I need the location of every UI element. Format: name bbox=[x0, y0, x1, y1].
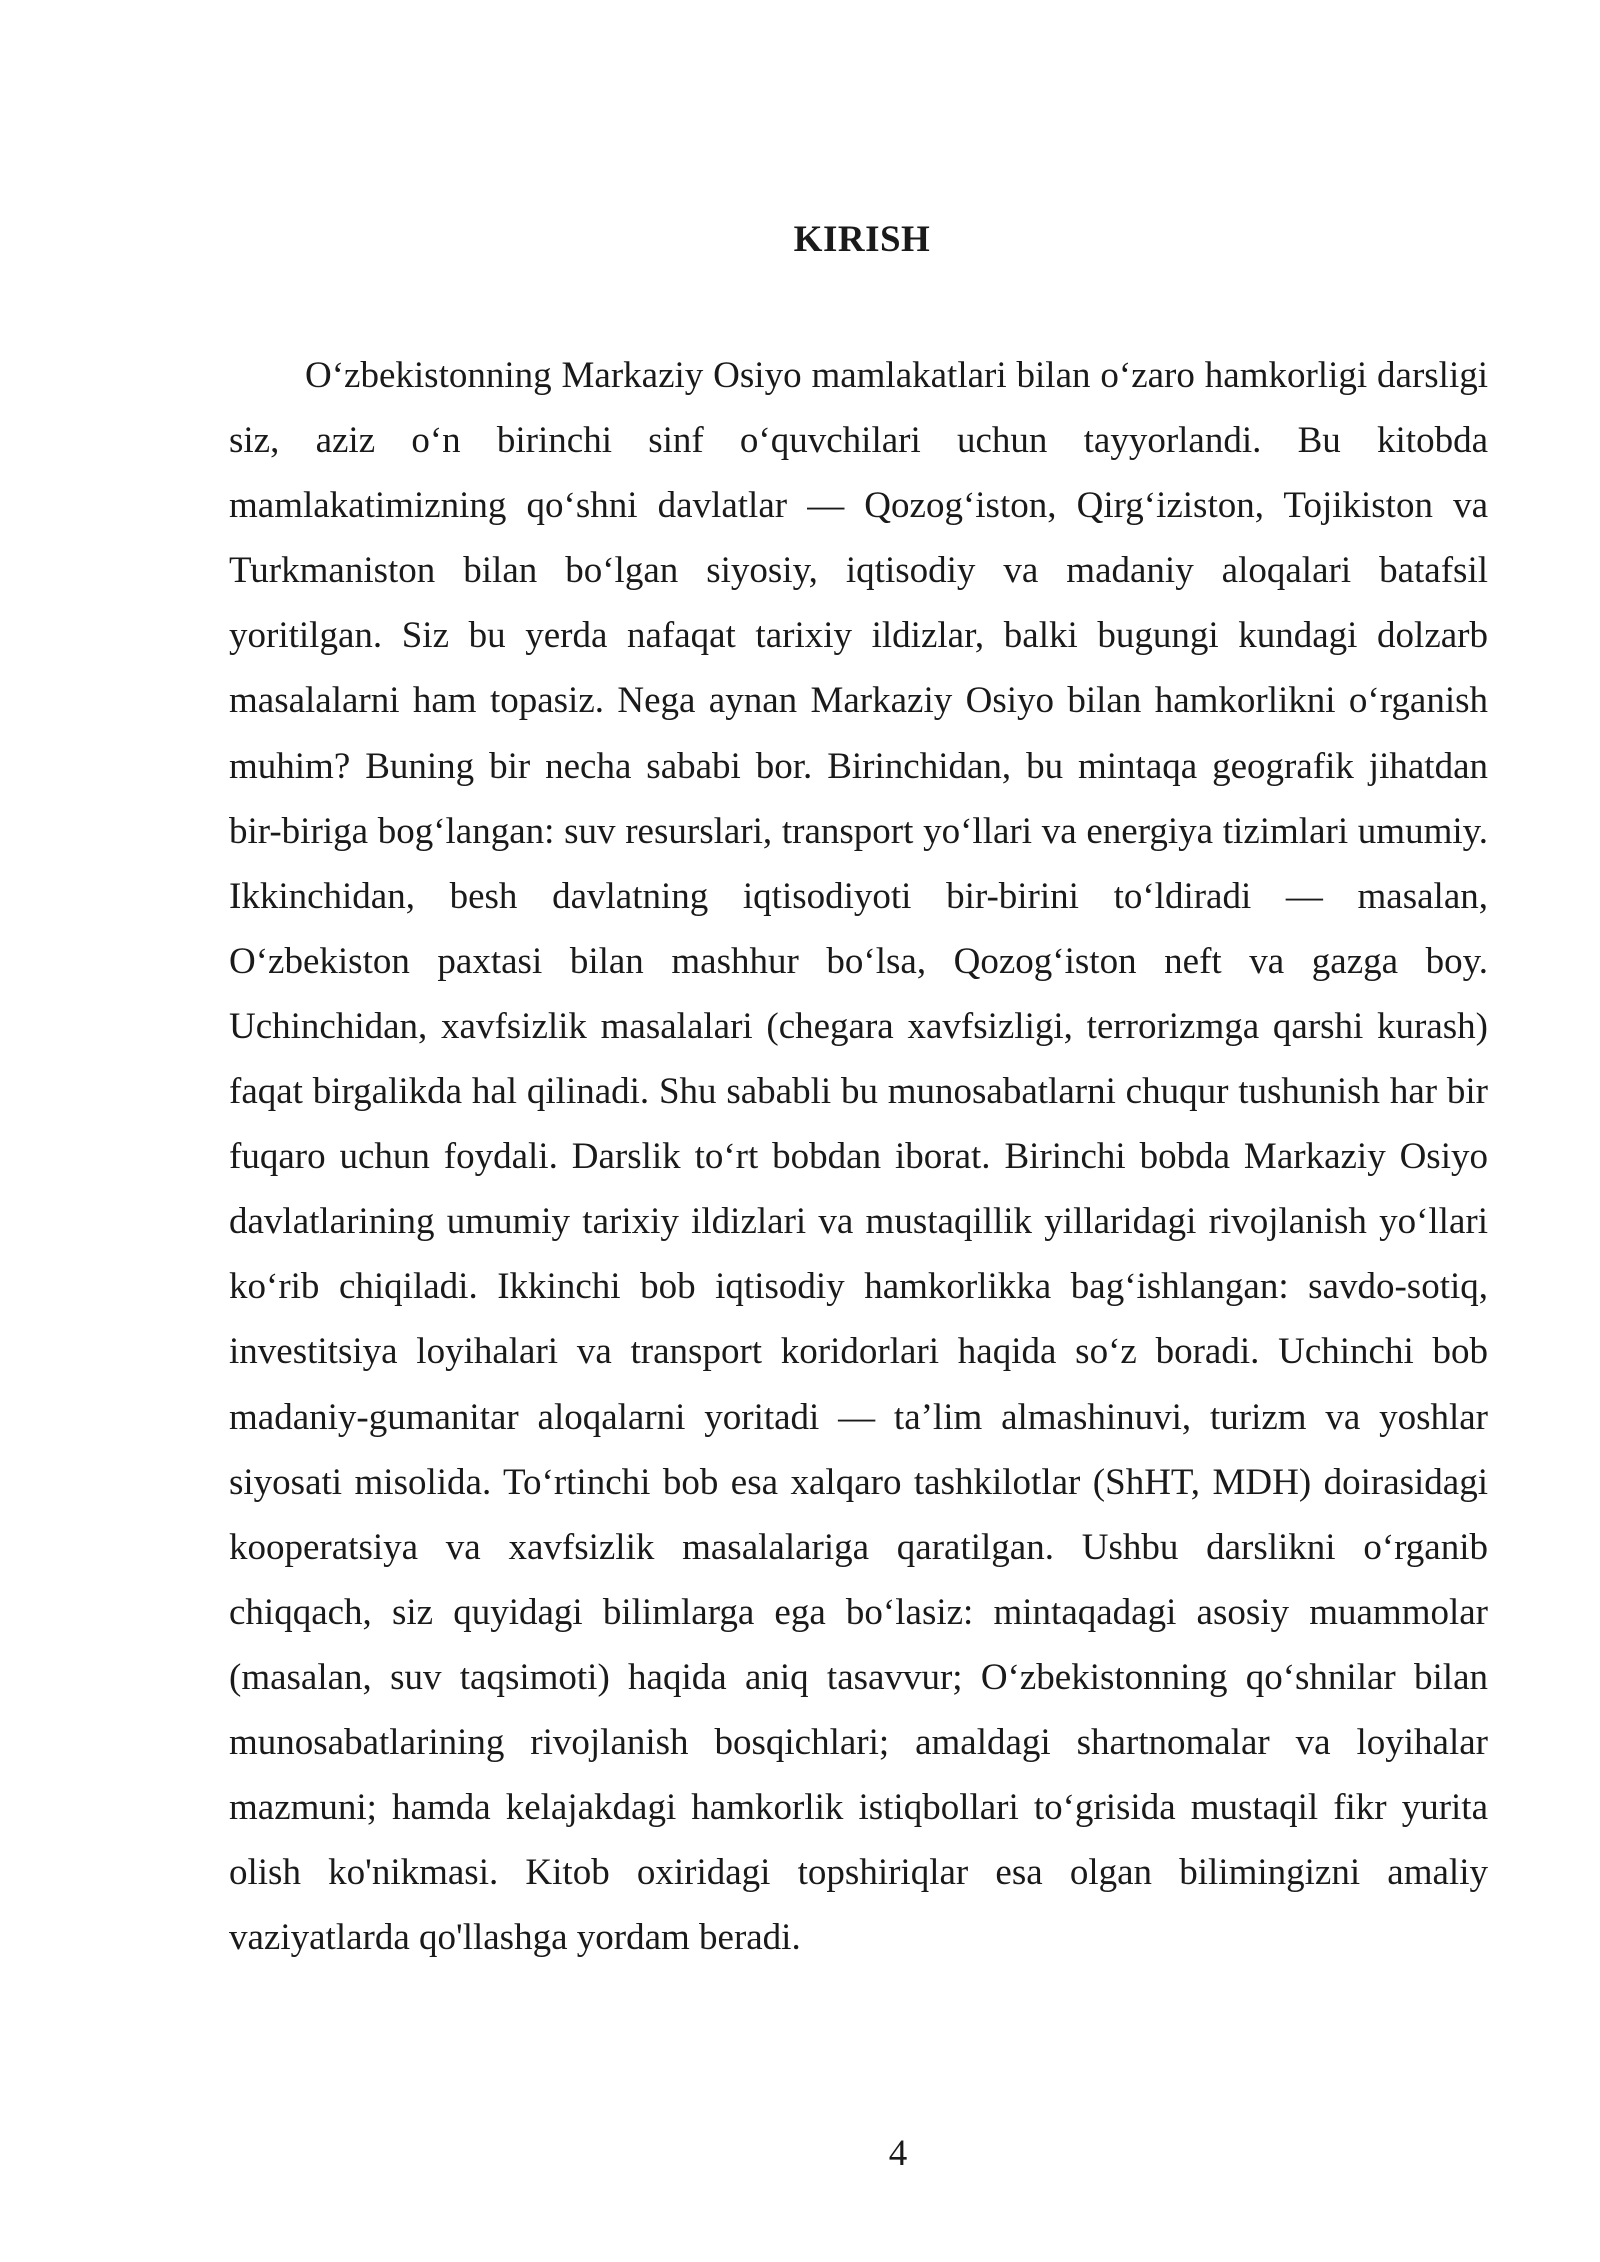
body-paragraph: O‘zbekistonning Markaziy Osiyo mamlakatlari bilan o‘zaro hamkorligi darsligi siz, aziz o‘n birinchi sinf o‘quvchilari uchun tayyorlandi. Bu kitobda mamlakatimizning qo‘shni davlatlar — Qozog‘iston, Qirg‘iziston, Tojikiston va Turkmaniston bilan bo‘lgan siyosiy, iqtisodiy va madaniy aloqalari batafsil yoritilgan. Siz bu yerda nafaqat tarixiy ildizlar, balki bugungi kundagi dolzarb masalalarni ham topasiz. Nega aynan Markaziy Osiyo bilan hamkorlikni o‘rganish muhim? Buning bir necha sababi bor. Birinchidan, bu mintaqa geografik jihatdan bir-biriga bog‘langan: suv resurslari, transport yo‘llari va energiya tizimlari umumiy. Ikkinchidan, besh davlatning iqtisodiyoti bir-birini to‘ldiradi — masalan, O‘zbekiston paxtasi bilan mashhur bo‘lsa, Qozog‘iston neft va gazga boy. Uchinchidan, xavfsizlik masalalari (chegara xavfsizligi, terrorizmga qarshi kurash) faqat birgalikda hal qilinadi. Shu sababli bu munosabatlarni chuqur tushunish har bir fuqaro uchun foydali. Darslik to‘rt bobdan iborat. Birinchi bobda Markaziy Osiyo davlatlarining umumiy tarixiy ildizlari va mustaqillik yillaridagi rivojlanish yo‘llari ko‘rib chiqiladi. Ikkinchi bob iqtisodiy hamkorlikka bag‘ishlangan: savdo-sotiq, investitsiya loyihalari va transport koridorlari haqida so‘z boradi. Uchinchi bob madaniy-gumanitar aloqalarni yoritadi — ta’lim almashinuvi, turizm va yoshlar siyosati misolida. To‘rtinchi bob esa xalqaro tashkilotlar (ShHT, MDH) doirasidagi kooperatsiya va xavfsizlik masalalariga qaratilgan. Ushbu darslikni o‘rganib chiqqach, siz quyidagi bilimlarga ega bo‘lasiz: mintaqadagi asosiy muammolar (masalan, suv taqsimoti) haqida aniq tasavvur; O‘zbekistonning qo‘shnilar bilan munosabatlarining rivojlanish bosqichlari; amaldagi shartnomalar va loyihalar mazmuni; hamda kelajakdagi hamkorlik istiqbollari to‘grisida mustaqil fikr yurita olish ko'nikmasi. Kitob oxiridagi topshiriqlar esa olgan bilimingizni amaliy vaziyatlarda qo'llashga yordam beradi. bbox=[229, 355, 1488, 1959]
page-title: KIRISH bbox=[793, 219, 931, 260]
page-number: 4 bbox=[888, 2133, 908, 2174]
